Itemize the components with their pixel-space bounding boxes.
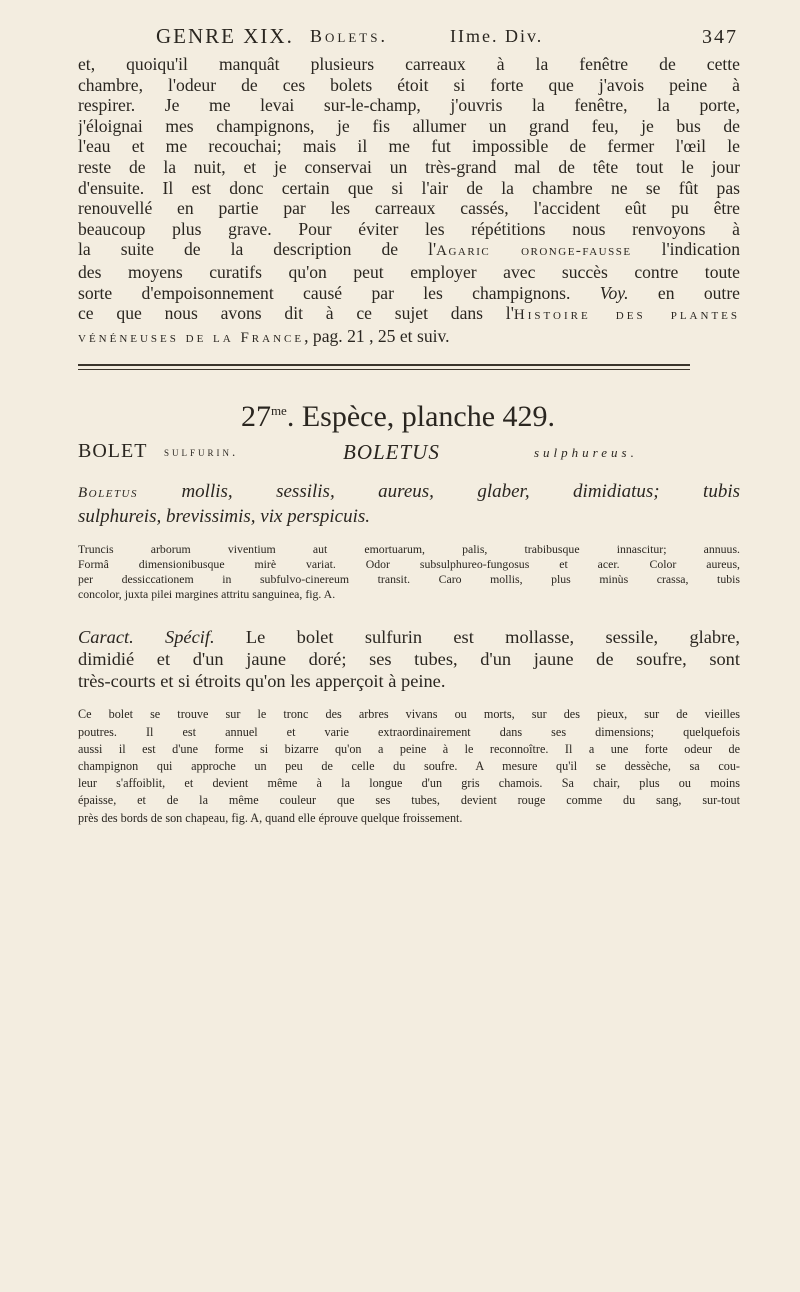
text-line xyxy=(78,626,740,648)
text-line xyxy=(78,303,740,326)
text-segment: Le bolet sulfurin est mollasse, sessile, glabre, xyxy=(214,627,740,648)
text-line: Truncis arborum viventium aut emortuarum, palis, trabibusque innascitur; annuus. xyxy=(78,542,740,557)
text-line: poutres. Il est annuel et varie extraordinairement dans ses dimensions; quelquefois xyxy=(78,724,740,739)
paragraph-continuation xyxy=(78,54,740,348)
text-segment: ce que nous avons dit à ce sujet dans l' xyxy=(78,303,514,324)
running-head-division: IIme. Div. xyxy=(450,26,544,46)
text-line xyxy=(78,480,740,505)
text-line xyxy=(78,283,740,304)
text-line: aussi il est d'une forme si bizarre qu'on a peine à le reconnoître. Il a une forte odeur de xyxy=(78,741,740,756)
agaric-reference: Agaric oronge-fausse xyxy=(436,243,632,260)
text-line: sulphureis, brevissimis, vix perspicuis. xyxy=(78,506,371,528)
text-line: j'éloignai mes champignons, je fis allumer un grand feu, je bus de xyxy=(78,115,740,136)
species-heading xyxy=(78,400,718,434)
text-line: et, quoiqu'il manquât plusieurs carreaux à la fenêtre de cette xyxy=(78,54,740,74)
text-line: per dessiccationem in subfulvo-cinereum transit. Caro mollis, plus minùs crassa, tubis xyxy=(78,572,740,587)
caract-label: Caract. Spécif. xyxy=(78,627,215,648)
species-heading-text: . Espèce, planche 429. xyxy=(286,400,556,434)
text-segment: en outre xyxy=(628,282,740,303)
latin-diagnosis xyxy=(78,480,740,528)
text-line: reste de la nuit, et je conservai un très-grand mal de tête tout le jour xyxy=(78,156,740,177)
text-line: leur s'affoiblit, et devient même à la longue d'un gris chamois. Sa chair, plus ou moins xyxy=(78,776,740,791)
diagnosis-genus: Boletus xyxy=(78,485,139,502)
text-line: d'ensuite. Il est donc certain que si l'air de la chambre ne se fût pas xyxy=(78,177,740,198)
latin-species: sulphureus. xyxy=(534,445,638,461)
text-line: près des bords de son chapeau, fig. A, quand elle éprouve quelque froissement. xyxy=(78,810,463,825)
text-line xyxy=(78,326,740,349)
page-number: 347 xyxy=(702,26,738,48)
text-line: respirer. Je me levai sur-le-champ, j'ouvris la fenêtre, la porte, xyxy=(78,95,740,116)
running-head xyxy=(78,22,740,54)
voy-abbrev: Voy. xyxy=(599,282,629,303)
venen-reference: vénéneuses de la France xyxy=(78,329,305,346)
text-line: dimidié et d'un jaune doré; ses tubes, d'un jaune de soufre, sont xyxy=(78,649,740,670)
french-genus: BOLET xyxy=(78,440,148,463)
text-line: l'eau et me recouchai; mais il me fut impossible de fermer l'œil le xyxy=(78,136,740,157)
text-line: Ce bolet se trouve sur le tronc des arbres vivans ou morts, sur des pieux, sur de vieilles xyxy=(78,707,740,722)
text-line: Formâ dimensionibusque mirè variat. Odor subsulphureo-fungosus et acer. Color aureus, xyxy=(78,557,740,572)
french-description xyxy=(78,706,740,826)
specific-characters xyxy=(78,626,740,692)
latin-genus: BOLETUS xyxy=(343,440,440,465)
text-segment: l'indication xyxy=(631,239,740,260)
histoire-reference: Histoire des plantes xyxy=(513,307,740,324)
text-line: très-courts et si étroits qu'on les apperçoit à peine. xyxy=(78,671,446,692)
divider-rule xyxy=(78,364,690,366)
species-names xyxy=(78,440,740,468)
text-segment: , pag. 21 , 25 et suiv. xyxy=(304,325,450,346)
running-head-genre: GENRE XIX. xyxy=(156,24,294,48)
text-line: épaisse, et de la même couleur que ses tubes, devient rouge comme du sang, sur-tout xyxy=(78,793,740,808)
species-number: 27 xyxy=(240,400,271,434)
text-line: champignon qui approche un peu de celle du soufre. A mesure qu'il se dessèche, sa cou- xyxy=(78,758,740,773)
text-line: beaucoup plus grave. Pour éviter les répétitions nous renvoyons à xyxy=(78,218,740,239)
text-block xyxy=(78,22,740,827)
latin-description xyxy=(78,542,740,602)
text-line: renouvellé en partie par les carreaux cassés, l'accident eût pu être xyxy=(78,198,740,219)
text-line: des moyens curatifs qu'on peut employer avec succès contre toute xyxy=(78,261,740,282)
text-segment: sorte d'empoisonnement causé par les champignons. xyxy=(78,282,600,303)
french-species: sulfurin. xyxy=(164,444,239,460)
running-head-bolets: Bolets. xyxy=(310,26,388,46)
text-segment: la suite de la description de l' xyxy=(78,239,437,260)
text-line: concolor, juxta pilei margines attritu sanguinea, fig. A. xyxy=(78,587,336,602)
species-superscript: me xyxy=(270,403,287,419)
text-segment: mollis, sessilis, aureus, glaber, dimidiatus; tubis xyxy=(138,481,740,503)
text-line xyxy=(78,239,740,262)
divider-rule-thin xyxy=(78,369,690,370)
text-line: chambre, l'odeur de ces bolets étoit si forte que j'avois peine à xyxy=(78,74,740,95)
